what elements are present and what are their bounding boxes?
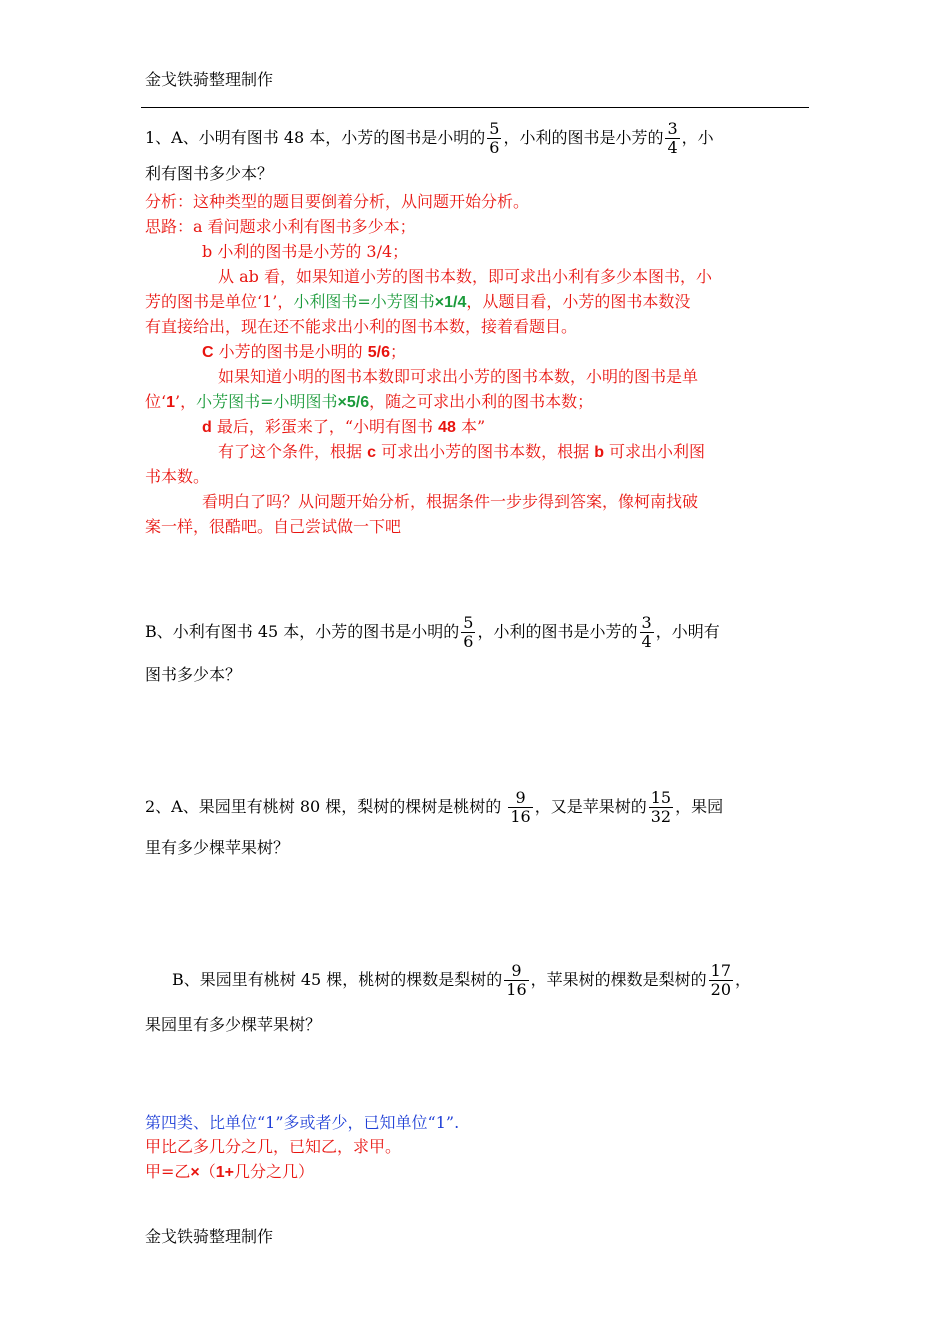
section-4-rule: 甲比乙多几分之几，已知乙，求甲。 xyxy=(145,1137,402,1156)
analysis-line: 分析：这种类型的题目要倒着分析，从问题开始分析。 xyxy=(145,192,530,211)
analysis-paragraph-1: 从 ab 看，如果知道小芳的图书本数，即可求出小利有多少本图书，小 xyxy=(218,267,712,286)
approach-step-c: C 小芳的图书是小明的 5/6； xyxy=(202,342,407,361)
question-1b: B、小利有图书 45 本，小芳的图书是小明的 $\frac{5}{6}$ ，小利的图书是小芳的 $\frac{3}{4}$ ，小明有 xyxy=(145,613,720,651)
fraction-3-4: $\frac{3}{4}$ xyxy=(641,613,652,651)
analysis-paragraph-3: 有了这个条件，根据 c 可求出小芳的图书本数，根据 b 可求出小利图 xyxy=(218,442,706,461)
analysis-paragraph-1-line2: 芳的图书是单位‘1’，小利图书=小芳图书×1/4，从题目看，小芳的图书本数没 xyxy=(145,292,691,311)
question-1a-text-2: ，小利的图书是小芳的 xyxy=(503,128,664,147)
fraction-9-16: $\frac{9}{16}$ xyxy=(506,961,527,999)
fraction-5-6: $\frac{5}{6}$ xyxy=(463,613,474,651)
question-2a: 2、A、果园里有桃树 80 棵，梨树的棵树是桃树的 $\frac{9}{16}$ ，又是苹果树的 $\frac{15}{32}$ ，果园 xyxy=(145,788,724,826)
question-1a: 1、A、小明有图书 48 本，小芳的图书是小明的 $\frac{5}{6}$ ，小利的图书是小芳的 $\frac{3}{4}$ ，小 xyxy=(145,119,714,157)
section-4-formula: 甲=乙×（1+几分之几） xyxy=(145,1162,315,1181)
analysis-paragraph-2: 如果知道小明的图书本数即可求出小芳的图书本数，小明的图书是单 xyxy=(218,367,699,386)
question-1a-line2: 利有图书多少本？ xyxy=(145,164,274,183)
analysis-conclusion-line2: 案一样，很酷吧。自己尝试做一下吧 xyxy=(145,517,402,536)
fraction-15-32: $\frac{15}{32}$ xyxy=(650,788,672,826)
question-2a-line2: 里有多少棵苹果树？ xyxy=(145,838,290,857)
fraction-5-6: $\frac{5}{6}$ xyxy=(489,119,500,157)
question-2b-line2: 果园里有多少棵苹果树？ xyxy=(145,1015,322,1034)
analysis-conclusion: 看明白了吗？从问题开始分析，根据条件一步步得到答案，像柯南找破 xyxy=(202,492,699,511)
analysis-paragraph-2-line2: 位‘1’，小芳图书=小明图书×5/6，随之可求出小利的图书本数； xyxy=(145,392,594,411)
approach-step-d: d 最后，彩蛋来了，“小明有图书 48 本” xyxy=(202,417,486,436)
question-1a-text: 1、A、小明有图书 48 本，小芳的图书是小明的 xyxy=(145,128,486,147)
page-footer: 金戈铁骑整理制作 xyxy=(145,1227,274,1246)
analysis-paragraph-3-line2: 书本数。 xyxy=(145,467,210,486)
section-4-title: 第四类、比单位“1”多或者少，已知单位“1”. xyxy=(145,1113,460,1132)
question-2b: B、果园里有桃树 45 棵，桃树的棵数是梨树的 $\frac{9}{16}$ ，苹果树的棵数是梨树的 $\frac{17}{20}$ ， xyxy=(172,961,752,999)
approach-line: 思路：a 看问题求小利有图书多少本； xyxy=(145,217,416,236)
approach-step-b: b 小利的图书是小芳的 3/4； xyxy=(202,242,409,261)
header-divider xyxy=(141,107,809,108)
fraction-9-16: $\frac{9}{16}$ xyxy=(510,788,531,826)
question-1b-line2: 图书多少本？ xyxy=(145,665,242,684)
analysis-paragraph-1-line3: 有直接给出，现在还不能求出小利的图书本数，接着看题目。 xyxy=(145,317,578,336)
fraction-17-20: $\frac{17}{20}$ xyxy=(710,961,732,999)
page-header: 金戈铁骑整理制作 xyxy=(145,70,274,89)
fraction-3-4: $\frac{3}{4}$ xyxy=(667,119,678,157)
